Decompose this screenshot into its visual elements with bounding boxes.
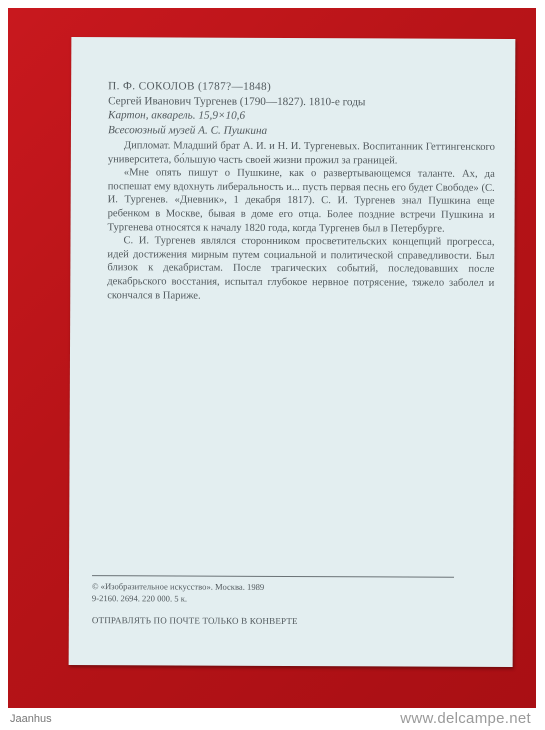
card-header [108, 79, 508, 139]
postcard-back [69, 37, 516, 667]
watermark-site: www.delcampe.net [400, 710, 531, 727]
author-line: П. Ф. СОКОЛОВ (1787?—1848) [108, 80, 272, 93]
description-paragraph: «Мне опять пишут о Пушкине, как о развертывающемся таланте. Ах, да поспешат ему вдохнуть либеральность и... пусть первая песнь его будет Свободе» (С. И. Тургенев. «Дневник», 1 декабря 1817). С. И. Тургенев знал Пушкина еще ребенком в Москве, бывая в доме его отца. Более поздние встречи Пушкина и Тургенева относятся к началу 1820 года, когда Тургенев был в Петербурге. [107, 167, 495, 235]
artwork-medium: Картон, акварель. 15,9×10,6 [108, 109, 246, 122]
imprint-publisher: © «Изобразительное искусство». Москва. 1989 [91, 581, 265, 592]
mailing-instruction: ОТПРАВЛЯТЬ ПО ПОЧТЕ ТОЛЬКО В КОНВЕРТЕ [91, 615, 298, 627]
imprint-codes: 9-2160. 2694. 220 000. 5 к. [91, 593, 188, 604]
description-text [107, 139, 495, 304]
description-paragraph: Дипломат. Младший брат А. И. и Н. И. Тургеневых. Воспитанник Геттингенского университета, бо́льшую часть своей жизни прожил за границей. [107, 140, 495, 167]
watermark-seller: Jaanhus [10, 713, 52, 725]
watermark-strip [0, 708, 545, 730]
publisher-imprint [92, 580, 264, 605]
divider-line [92, 575, 454, 578]
artwork-title: Сергей Иванович Тургенев (1790—1827). 1810-е годы [108, 94, 366, 108]
museum-name: Всесоюзный музей А. С. Пушкина [107, 123, 268, 137]
description-paragraph: С. И. Тургенев являлся сторонником просветительских концепций прогресса, идей достижения мирным путем социальной и политической справедливости. Был близок к декабристам. После трагических событий, последовавших после декабрьского восстания, испытал глубокое нервное потрясение, тяжело заболел и скончался в Париже. [107, 235, 495, 302]
